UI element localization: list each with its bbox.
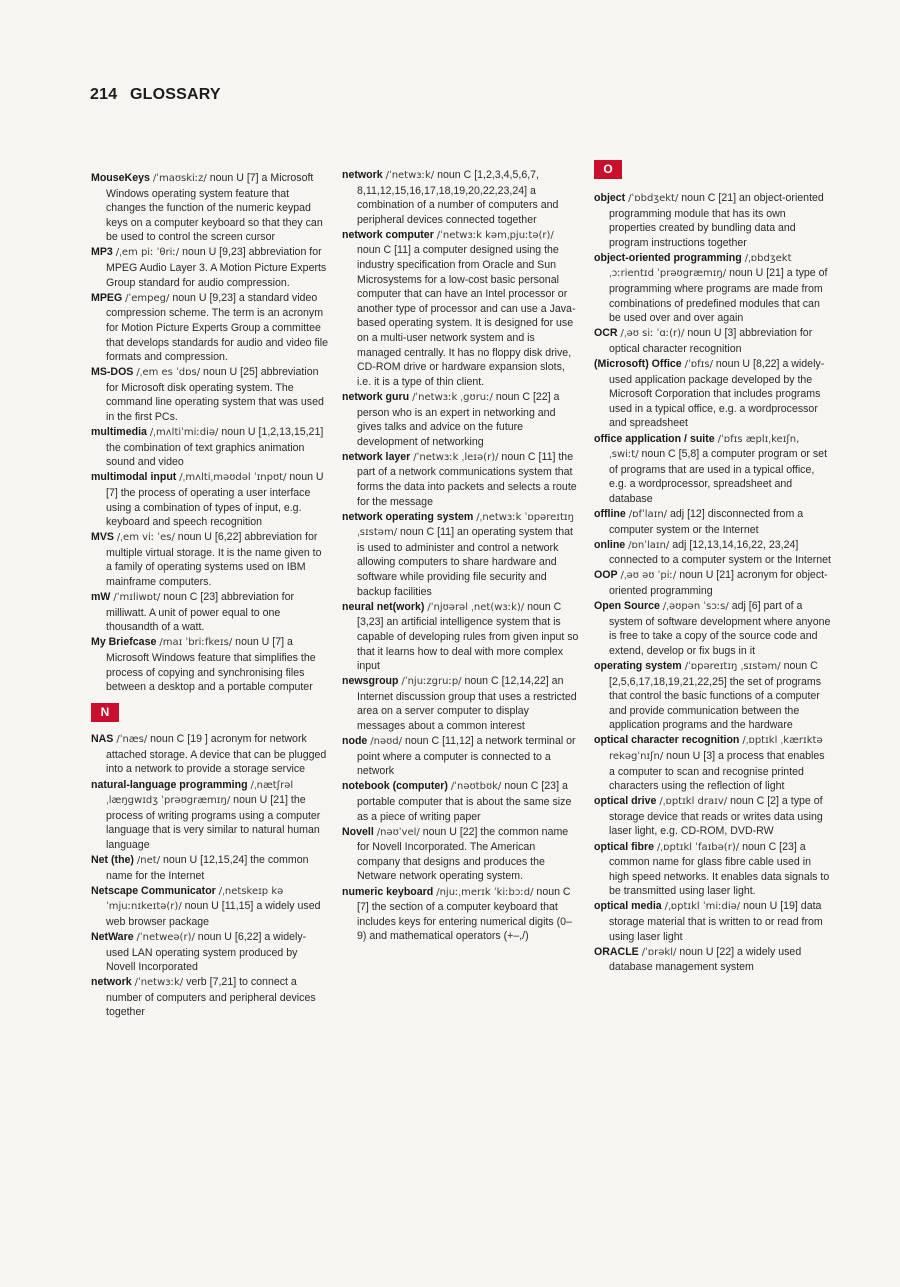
glossary-entry [91,291,329,365]
glossary-entry [594,899,832,944]
glossary-entry [342,228,580,390]
glossary-entry [594,507,832,537]
entry-definition: noun U [12,15,24] the common name for the Internet [106,854,309,882]
entry-definition: noun C [23] a portable computer that is about the same size as a piece of writing paper [357,780,572,823]
entry-headword: ORACLE [594,945,639,958]
entry-pronunciation: /maɪ ˈbriːfkeɪs/ [159,637,233,649]
entry-pronunciation: /ˌem es ˈdɒs/ [136,367,201,379]
glossary-entry [594,945,832,975]
entry-definition: noun U [8,22] a widely-used application package developed by the Microsoft Corporation that includes programs used in a typical office, e.g. a wordprocessor and spreadsheet [609,358,825,430]
entry-definition: noun C [23] abbreviation for milliwatt. A unit of power equal to one thousandth of a watt. [106,591,295,634]
entry-headword: MPEG [91,291,123,304]
entry-definition: noun U [3] abbreviation for optical character recognition [609,327,813,355]
entry-definition: noun C [22] a person who is an expert in networking and gives talks and advice on the future development of networking [357,390,560,448]
entry-headword: object [594,192,626,204]
entry-pronunciation: /ˈnjuːzgruːp/ [401,676,462,688]
entry-headword: optical character recognition [594,734,740,747]
glossary-entry [91,365,329,424]
section-letter-o: O [594,160,622,179]
entry-headword: OOP [594,569,618,582]
glossary-entry [91,778,329,853]
entry-definition: noun C [11,12] a network terminal or point where a computer is connected to a network [357,735,576,778]
entry-headword: MVS [91,531,114,544]
entry-definition: noun U [22] the common name for Novell Incorporated. The American company that designs and produces the Netware network operating system. [357,825,569,883]
entry-definition: noun U [21] a type of programming where programs are made from combinations of predefined modules that can be used over and over again [609,267,828,325]
entry-headword: Novell [342,825,374,838]
glossary-entry [91,171,329,245]
entry-pronunciation: /ˈnetwɜːk/ [385,170,435,181]
section-letter-n: N [91,703,119,722]
entry-pronunciation: /ˌɒbdʒekt ˌɔːrientɪd ˈprəʊgræmɪŋ/ [609,252,792,280]
entry-headword: Net (the) [91,854,134,867]
entry-pronunciation: /ˌəʊ əʊ ˈpiː/ [620,570,677,582]
entry-headword: offline [594,507,626,520]
entry-headword: MouseKeys [91,172,150,184]
entry-pronunciation: /ˈɒrəkl/ [641,946,677,958]
entry-pronunciation: /ˌmʌltiˌməʊdəl ˈɪnpʊt/ [179,472,287,484]
entry-pronunciation: /ˌəʊpən ˈsɔːs/ [662,601,729,613]
entry-pronunciation: /ˌem piː ˈθriː/ [115,247,180,259]
entry-definition: noun U [9,23] a standard video compression scheme. The term is an acronym for Motion Picture Experts Group a committee that develops standards for audio and video file formats and compression. [106,291,329,364]
entry-definition: noun U [9,23] abbreviation for MPEG Audio Layer 3. A Motion Picture Experts Group standard for audio compression. [106,246,327,289]
entry-definition: noun U [25] abbreviation for Microsoft disk operating system. The command line operating system that was used in the first PCs. [106,366,324,423]
glossary-entry [91,853,329,883]
entry-headword: Open Source [594,600,660,613]
entry-headword: network computer [342,228,434,241]
entry-definition: noun C [2] a type of storage device that reads or writes data using laser light, e.g. CD-ROM, DVD-RW [609,795,823,838]
glossary-entry [91,930,329,975]
glossary-entry [342,510,580,600]
glossary-entry [342,885,580,944]
entry-definition: noun C [1,2,3,4,5,6,7, 8,11,12,15,16,17,18,19,20,22,23,24] a combination of a number of computers and peripheral devices connected together [357,169,559,226]
entry-pronunciation: /ˈempeg/ [125,292,170,304]
entry-headword: (Microsoft) Office [594,358,682,371]
entry-headword: MS-DOS [91,366,134,379]
entry-pronunciation: /ˌəʊ siː ˈɑː(r)/ [620,328,685,340]
entry-headword: online [594,538,626,551]
glossary-entry [594,432,832,507]
glossary-entry [342,600,580,674]
glossary-entry [594,659,832,733]
glossary-entry [594,794,832,839]
glossary-entry [91,975,329,1020]
glossary-entry [91,884,329,930]
entry-headword: NetWare [91,931,134,943]
entry-pronunciation: /nəʊˈvel/ [376,826,420,838]
entry-definition: noun C [11] an operating system that is used to administer and control a network allowing computers to share hardware and software while providing file security and backup facilities [357,526,573,598]
entry-definition: noun U [1,2,13,15,21] the combination of text graphics animation sound and video [106,426,324,469]
entry-definition: noun U [6,22] a widely-used LAN operating system produced by Novell Incorporated [106,931,307,974]
glossary-entry [91,425,329,470]
glossary-entry [594,733,832,793]
entry-pronunciation: /njuːˌmerɪk ˈkiːbɔːd/ [436,886,534,898]
entry-definition: noun C [5,8] a computer program or set of programs that are used in a typical office, e.g. a wordprocessor, spreadsheet and database [609,448,828,505]
glossary-entry [594,251,832,326]
glossary-entry [91,245,329,290]
entry-pronunciation: /ˈnetwɜːk kəmˌpjuːtə(r)/ [436,229,554,241]
entry-definition: noun C [7] the section of a computer keyboard that includes keys for entering numerical digits (0–9) and mathematical operators (+–,/) [357,885,572,943]
entry-definition: noun U [22] a widely used database management system [609,945,802,974]
entry-definition: noun U [11,15] a widely used web browser package [106,900,321,928]
entry-pronunciation: /net/ [136,855,161,867]
entry-pronunciation: /ˈɒpəreɪtɪŋ ˌsɪstəm/ [684,660,781,672]
entry-definition: noun U [21] acronym for object-oriented programming [609,569,828,597]
entry-pronunciation: /ˈɒbdʒekt/ [628,193,679,204]
glossary-column-3 [594,160,832,975]
entry-headword: OCR [594,327,618,340]
glossary-entry [594,599,832,658]
glossary-entry [342,450,580,509]
glossary-entry [342,168,580,227]
entry-definition: noun C [11] the part of a network communications system that forms the data into packets and selects a route for the message [357,450,577,508]
entry-headword: numeric keyboard [342,885,434,898]
entry-headword: object-oriented programming [594,251,742,264]
entry-definition: noun C [23] a common name for glass fibre cable used in high speed networks. It enables data signals to be transmitted using laser light. [609,840,830,898]
entry-definition: noun U [7] the process of operating a user interface using a combination of types of input, e.g. keyboard and speech recognition [106,471,324,529]
entry-headword: network operating system [342,510,474,523]
entry-definition: noun C [19 ] acronym for network attached storage. A device that can be plugged into a network to provide a storage service [106,733,327,776]
entry-headword: operating system [594,659,682,672]
entry-definition: adj [6] part of a system of software development where anyone is free to take a copy of the source code and extend, develop or fix bugs in it [609,600,831,657]
entry-pronunciation: /ˈɒfɪs/ [684,359,713,371]
glossary-entry [342,734,580,779]
entry-headword: office application / suite [594,432,715,445]
entry-definition: noun U [7] a Microsoft Windows operating system feature that changes the function of the numeric keypad keys on a computer keyboard so that they can be used to control the screen cursor [106,172,323,244]
page-number: 214 [90,86,118,103]
entry-headword: mW [91,591,111,604]
page-header [90,86,221,104]
entry-pronunciation: /ˈmɪliwɒt/ [113,592,161,604]
entry-definition: noun C [3,23] an artificial intelligence system that is capable of developing rules from given input so that it learns how to deal with more complex input [357,600,579,673]
glossary-column-1 [91,171,329,1021]
entry-headword: neural net(work) [342,600,425,613]
glossary-entry [594,191,832,250]
entry-pronunciation: /ˌnetwɜːk ˈɒpəreɪtɪŋ ˌsɪstəm/ [357,511,574,539]
entry-pronunciation: /ˈnəʊtbʊk/ [450,781,502,793]
glossary-entry [594,538,832,568]
entry-headword: node [342,735,368,748]
glossary-entry [91,590,329,635]
entry-headword: multimodal input [91,471,177,484]
glossary-entry [91,470,329,529]
entry-pronunciation: /ˈnetwɜːk ˌleɪə(r)/ [413,451,499,463]
entry-pronunciation: /ˈnjʊərəl ˌnet(wɜːk)/ [427,601,525,613]
entry-pronunciation: /ˌɒptɪkl ˌkærɪktə rekəgˈnɪʃn/ [609,735,823,762]
entry-headword: newsgroup [342,675,399,688]
entry-pronunciation: /ˈnetwɜːk/ [134,977,184,989]
entry-definition: verb [7,21] to connect a number of computers and peripheral devices together [106,976,316,1019]
entry-definition: noun U [21] the process of writing programs using a computer language that is very similar to natural human language [106,794,321,851]
entry-pronunciation: /ˈɒfɪs æplɪˌkeɪʃn, ˌswiːt/ [609,433,800,461]
entry-pronunciation: /ˌɒptɪkl ˈmiːdiə/ [664,901,741,913]
entry-headword: optical drive [594,795,657,808]
glossary-entry [594,357,832,431]
glossary-entry [91,635,329,694]
entry-definition: adj [12,13,14,16,22, 23,24] connected to a computer system or the Internet [609,538,831,567]
entry-definition: adj [12] disconnected from a computer system or the Internet [609,507,804,536]
glossary-entry [342,825,580,884]
glossary-entry [91,530,329,589]
entry-definition: noun U [19] data storage material that is written to or read from using laser light [609,900,823,943]
entry-headword: network [91,976,132,989]
entry-pronunciation: /ˈnetwɜːk ˌgʊruː/ [412,391,493,403]
glossary-entry [594,326,832,356]
entry-pronunciation: /ˌɒptɪkl draɪv/ [659,796,728,808]
glossary-column-2 [342,168,580,944]
entry-definition: noun U [6,22] abbreviation for multiple virtual storage. It is the name given to a family of operating systems used on IBM mainframe computers. [106,531,322,589]
glossary-entry [594,568,832,598]
entry-pronunciation: /ˈnetweə(r)/ [136,932,195,943]
entry-headword: network layer [342,450,411,463]
entry-headword: NAS [91,733,114,746]
entry-definition: noun C [21] an object-oriented programming module that has its own properties created by bundling data and program instructions together [609,192,824,249]
entry-headword: Netscape Communicator [91,884,216,897]
glossary-entry [342,390,580,449]
entry-headword: My Briefcase [91,636,157,649]
entry-headword: optical media [594,900,662,913]
entry-pronunciation: /ˌem viː ˈes/ [116,532,175,544]
glossary-entry [594,840,832,899]
entry-headword: network [342,169,383,181]
glossary-entry [342,779,580,824]
entry-headword: MP3 [91,246,113,259]
entry-definition: noun U [3] a process that enables a computer to scan and recognise printed characters using the reflection of light [609,749,825,793]
glossary-entry [91,732,329,777]
entry-pronunciation: /ˌmʌltiˈmiːdiə/ [149,427,219,439]
entry-pronunciation: /nəʊd/ [370,736,403,748]
entry-pronunciation: /ˌɒptɪkl ˈfaɪbə(r)/ [657,841,740,853]
entry-pronunciation: /ɒfˈlaɪn/ [628,508,668,520]
entry-pronunciation: /ˈnæs/ [116,734,148,746]
entry-pronunciation: /ˌnætʃrəl ˌlæŋgwɪdʒ ˈprəʊgræmɪŋ/ [106,779,294,807]
entry-definition: noun U [7] a Microsoft Windows feature that simplifies the process of copying and synchronising files between a desktop and a portable computer [106,636,316,694]
entry-definition: noun C [11] a computer designed using the industry specification from Oracle and Sun Microsystems for a low-cost basic personal computer that can have an Intel processor or another type of processor and can use a Java-based operating system. It is designed for use on a multi-user network system and is managed centrally. It has no floppy disk drive, CD-ROM drive or hardware expansion slots, i.e. it is a type of thin client. [357,244,576,388]
entry-definition: noun C [2,5,6,17,18,19,21,22,25] the set of programs that control the basic functions of a computer and provide communication between the application programs and the hardware [609,659,822,732]
entry-pronunciation: /ɒnˈlaɪn/ [628,539,670,551]
entry-headword: optical fibre [594,840,655,853]
entry-headword: notebook (computer) [342,780,448,793]
page-title: GLOSSARY [129,86,221,103]
entry-headword: natural-language programming [91,778,248,791]
entry-pronunciation: /ˌnetskeɪp kəˈmjuːnɪkeɪtə(r)/ [106,885,284,913]
glossary-entry [342,674,580,733]
entry-headword: network guru [342,390,410,403]
entry-pronunciation: /ˈmaʊskiːz/ [152,173,207,184]
entry-definition: noun C [12,14,22] an Internet discussion group that uses a restricted area on a server computer to display messages about a common interest [357,675,577,732]
entry-headword: multimedia [91,426,147,439]
